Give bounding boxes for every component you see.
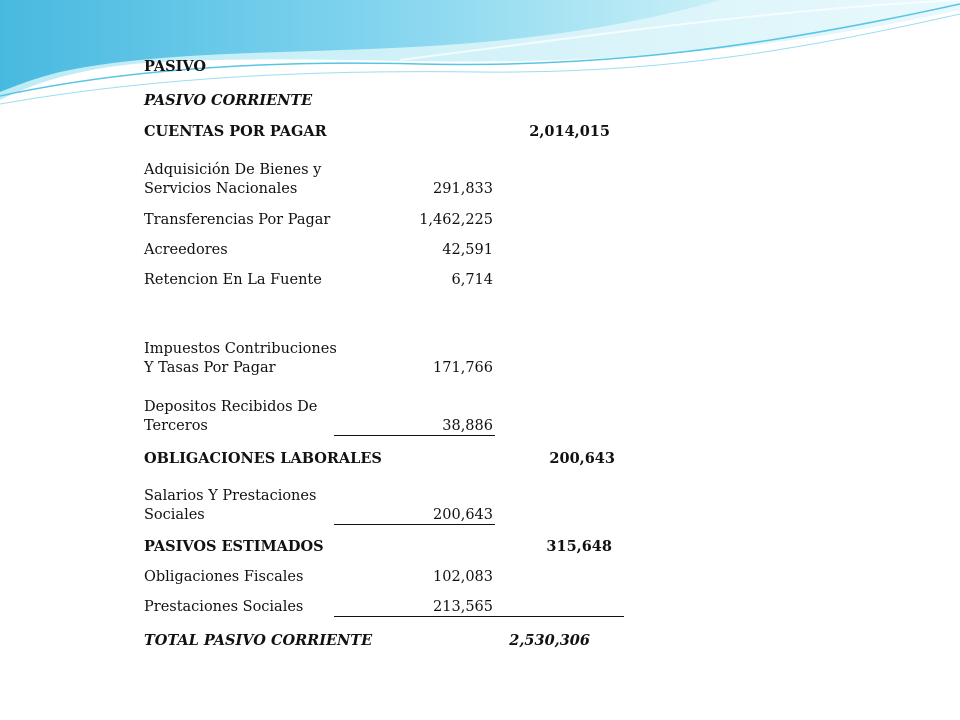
section-label: OBLIGACIONES LABORALES [144, 450, 382, 467]
subtotal-rule [334, 524, 495, 525]
item-label-line2: Terceros [144, 418, 208, 434]
item-label-line1: Adquisición De Bienes y [144, 162, 322, 178]
item-value: 171,766 [433, 360, 493, 376]
item-label-line1: Obligaciones Fiscales [144, 569, 304, 585]
heading-pasivo-corriente: PASIVO CORRIENTE [144, 92, 313, 109]
item-value: 42,591 [442, 242, 493, 258]
grand-total-label: TOTAL PASIVO CORRIENTE [144, 632, 373, 649]
item-label-line2: Servicios Nacionales [144, 181, 298, 197]
item-value: 291,833 [433, 181, 493, 197]
section-total: 2,014,015 [529, 123, 610, 140]
item-value: 200,643 [433, 507, 493, 523]
item-value: 1,462,225 [419, 212, 493, 228]
item-label-line1: Acreedores [144, 242, 228, 258]
section-total: 315,648 [546, 538, 612, 555]
subtotal-rule [334, 435, 495, 436]
item-label-line1: Retencion En La Fuente [144, 272, 322, 288]
item-label-line1: Prestaciones Sociales [144, 599, 304, 615]
section-label: CUENTAS POR PAGAR [144, 123, 327, 140]
item-label-line1: Impuestos Contribuciones [144, 341, 337, 357]
item-label-line2: Sociales [144, 507, 205, 523]
item-label-line1: Salarios Y Prestaciones [144, 488, 317, 504]
item-label-line2: Y Tasas Por Pagar [144, 360, 276, 376]
grand-total-value: 2,530,306 [509, 632, 590, 649]
item-value: 6,714 [451, 272, 493, 288]
total-rule [495, 616, 624, 617]
section-total: 200,643 [549, 450, 615, 467]
item-label-line1: Transferencias Por Pagar [144, 212, 331, 228]
item-label-line1: Depositos Recibidos De [144, 399, 318, 415]
item-value: 102,083 [433, 569, 493, 585]
section-label: PASIVOS ESTIMADOS [144, 538, 324, 555]
item-value: 213,565 [433, 599, 493, 615]
subtotal-rule [334, 616, 495, 617]
item-value: 38,886 [442, 418, 493, 434]
heading-pasivo: PASIVO [144, 58, 206, 75]
